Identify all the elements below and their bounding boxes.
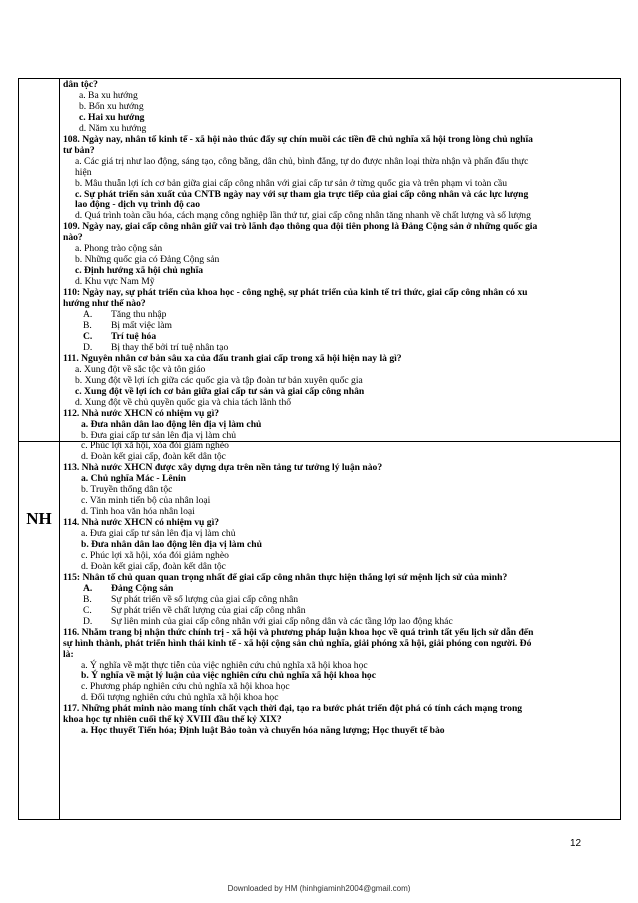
option-marker: D. [83,615,93,627]
line-text: b. Truyền thống dân tộc [81,484,173,496]
line-text: 113. Nhà nước XHCN được xây dựng dựa trên nền tảng tư tưởng lý luận nào? [63,462,383,474]
line-text: a. Học thuyết Tiến hóa; Định luật Bảo toàn và chuyển hóa năng lượng; Học thuyết tế bào [81,725,445,737]
line-text: c. Phúc lợi xã hội, xóa đói giảm nghèo [81,549,229,561]
line-text: 110: Ngày nay, sự phát triển của khoa học - công nghệ, sự phát triển của kinh tế tri thức, giai cấp công nhân có xu [63,287,528,299]
question-line [63,288,618,299]
option-marker: D. [83,341,93,353]
line-text: b. Đưa nhân dân lao động lên địa vị làm chủ [81,539,262,551]
line-text: hướng như thế nào? [63,298,146,310]
line-text: a. Đưa giai cấp tư sản lên địa vị làm chủ [81,528,236,540]
line-text: b. Những quốc gia có Đảng Cộng sản [75,254,220,266]
line-text: dân tộc? [63,79,98,90]
line-text: Trí tuệ hóa [111,330,157,342]
line-text: d. Quá trình toàn cầu hóa, cách mạng công nghiệp lần thứ tư, giai cấp công nhân tăng nhanh về chất lượng và số lượng [75,210,531,222]
line-text: a. Phong trào cộng sản [75,243,163,255]
line-text: c. Xung đột về lợi ích cơ bản giữa giai cấp tư sản và giai cấp công nhân [75,385,365,397]
option-marker: B. [83,319,92,331]
answer-option [63,91,618,102]
line-text: d. Khu vực Nam Mỹ [75,276,155,288]
line-text: c. Phương pháp nghiên cứu chủ nghĩa xã hội khoa học [81,681,290,693]
line-text: tư bản? [63,144,95,156]
line-text: 108. Ngày nay, nhân tố kinh tế - xã hội nào thúc đẩy sự chín muồi các tiền đề chủ nghĩa xã hội trong lòng chủ nghĩa [63,133,533,145]
line-text: nào? [63,232,83,244]
line-text: a. Ý nghĩa về mặt thực tiễn của việc nghiên cứu chủ nghĩa xã hội khoa học [81,659,368,671]
option-marker: C. [83,604,92,616]
option-marker: A. [83,582,93,594]
line-text: a. Chủ nghĩa Mác - Lênin [81,473,187,485]
line-text: b. Xung đột về lợi ích giữa các quốc gia và tập đoàn tư bản xuyên quốc gia [75,374,363,386]
column-divider [59,79,60,819]
line-text: a. Đưa nhân dân lao động lên địa vị làm chủ [81,418,262,430]
line-text: là: [63,648,74,660]
line-text: a. Các giá trị như lao động, sáng tạo, công bằng, dân chủ, bình đẳng, tự do được nhân loại thừa nhận và phấn đấu thực [75,155,529,167]
line-text: Sự phát triển về số lượng của giai cấp công nhân [111,593,299,605]
line-text: b. Mâu thuẫn lợi ích cơ bản giữa giai cấp công nhân với giai cấp tư sản ở từng quốc gia và trên phạm vi toàn cầu [75,177,508,189]
line-text: lao động - dịch vụ trình độ cao [75,199,201,211]
question-line [63,222,618,233]
line-text: c. Văn minh tiến bộ của nhân loại [81,495,211,507]
line-text: d. Đối tượng nghiên cứu chủ nghĩa xã hội khoa học [81,692,279,704]
line-text: c. Định hướng xã hội chủ nghĩa [75,265,204,277]
line-text: b. Bốn xu hướng [79,100,144,112]
line-text: 112. Nhà nước XHCN có nhiệm vụ gì? [63,407,220,419]
line-text: Bị thay thế bởi trí tuệ nhân tạo [111,341,229,353]
line-text: d. Tinh hoa văn hóa nhân loại [81,506,195,518]
option-marker: B. [83,593,92,605]
answer-option [63,726,618,737]
question-line [63,135,618,146]
line-text: Bị mất việc làm [111,319,173,331]
line-text: c. Hai xu hướng [79,111,145,123]
answer-option [63,157,618,168]
line-text: 111. Nguyên nhân cơ bản sâu xa của đấu tranh giai cấp trong xã hội hiện nay là gì? [63,352,402,364]
line-text: b. Đưa giai cấp tư sản lên địa vị làm chủ [81,429,237,441]
download-footer: Downloaded by HM (hinhgiaminh2004@gmail.com) [227,884,411,893]
line-text: 114. Nhà nước XHCN có nhiệm vụ gì? [63,517,220,529]
line-text: c. Sự phát triển sản xuất của CNTB ngày nay với sự tham gia trực tiếp của giai cấp công nhân và các lực lượng [75,188,529,200]
line-text: 109. Ngày nay, giai cấp công nhân giữ vai trò lãnh đạo thông qua đội tiên phong là Đảng Cộng sản ở những quốc gia [63,221,538,233]
option-marker: A. [83,309,93,321]
line-text: d. Năm xu hướng [79,122,147,134]
line-text: sự hình thành, phát triển hình thái kinh tế - xã hội cộng sản chủ nghĩa, giải phóng xã hội, giải phóng con người. Đó [63,637,532,649]
line-text: a. Xung đột về sắc tộc và tôn giáo [75,363,206,375]
line-text: 117. Những phát minh nào mang tính chất vạch thời đại, tạo ra bước phát triển đột phá có tính cách mạng trong [63,703,523,715]
line-text: d. Đoàn kết giai cấp, đoàn kết dân tộc [81,451,226,463]
option-marker: C. [83,330,93,342]
line-text: a. Ba xu hướng [79,89,138,101]
answer-option [63,102,618,113]
line-text: b. Ý nghĩa về mặt lý luận của việc nghiên cứu chủ nghĩa xã hội khoa học [81,670,376,682]
line-text: khoa học tự nhiên cuối thế kỷ XVIII đầu thế kỷ XIX? [63,714,282,726]
line-text: hiện [75,166,92,178]
line-text: Tăng thu nhập [111,309,167,321]
question-line [63,639,618,650]
line-text: Sự liên minh của giai cấp công nhân với giai cấp nông dân và các tầng lớp lao động khác [111,615,453,627]
line-text: 115: Nhân tố chủ quan quan trọng nhất để giai cấp công nhân thực hiện thắng lợi sứ mệnh lịch sử của mình? [63,571,508,583]
row-label: NH [26,509,52,528]
line-text: Đảng Cộng sản [111,582,174,594]
question-content [63,80,618,737]
line-text: d. Xung đột về chủ quyền quốc gia và chia tách lãnh thổ [75,396,292,408]
line-text: 116. Nhằm trang bị nhận thức chính trị - xã hội và phương pháp luận khoa học về quá trình tất yếu lịch sử dẫn đến [63,626,534,638]
line-text: d. Đoàn kết giai cấp, đoàn kết dân tộc [81,560,226,572]
page-number: 12 [570,838,582,849]
line-text: c. Phúc lợi xã hội, xóa đói giảm nghèo [81,440,229,452]
question-line [63,80,618,91]
line-text: Sự phát triển về chất lượng của giai cấp công nhân [111,604,306,616]
